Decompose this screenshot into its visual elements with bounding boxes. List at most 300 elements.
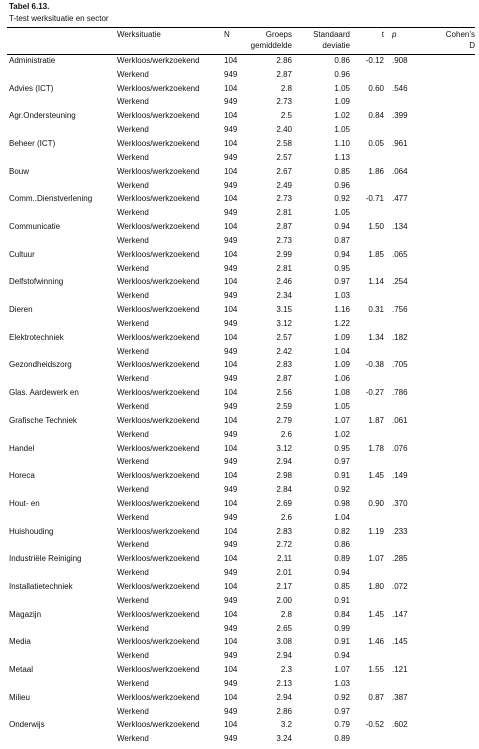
n-cell: 104 bbox=[224, 498, 238, 508]
p-cell: .387 bbox=[392, 692, 408, 702]
sd-cell: 0.91 bbox=[334, 471, 350, 481]
mean-cell: 2.87 bbox=[276, 374, 292, 384]
cohens-d-cell bbox=[430, 137, 475, 151]
mean-cell: 2.73 bbox=[276, 194, 292, 204]
table-row bbox=[7, 414, 475, 428]
sector-cell bbox=[7, 566, 117, 580]
n-cell: 104 bbox=[224, 305, 238, 315]
sd-cell: 1.09 bbox=[334, 332, 350, 342]
sector-cell bbox=[7, 234, 117, 248]
mean-cell: 2.8 bbox=[280, 83, 292, 93]
sector-cell: Handel bbox=[9, 443, 35, 453]
cohens-d-cell bbox=[430, 705, 475, 719]
n-cell: 104 bbox=[224, 609, 238, 619]
p-cell: .121 bbox=[392, 665, 408, 675]
p-cell: .233 bbox=[392, 526, 408, 536]
sector-cell: Cultuur bbox=[9, 249, 35, 259]
p-cell: .602 bbox=[392, 720, 408, 730]
sd-cell: 0.84 bbox=[334, 609, 350, 619]
table-row bbox=[7, 123, 475, 137]
cohens-d-cell bbox=[430, 192, 475, 206]
cohens-d-cell bbox=[430, 608, 475, 622]
werksituatie-cell: Werkloos/werkzoekend bbox=[117, 554, 200, 564]
werksituatie-cell: Werkloos/werkzoekend bbox=[117, 277, 200, 287]
t-cell bbox=[362, 594, 390, 608]
table-row bbox=[7, 732, 475, 746]
table-row bbox=[7, 539, 475, 553]
t-cell bbox=[362, 345, 390, 359]
cohens-d-cell bbox=[430, 525, 475, 539]
cohens-d-cell bbox=[430, 82, 475, 96]
table-row bbox=[7, 303, 475, 317]
sd-cell: 1.02 bbox=[334, 429, 350, 439]
sd-cell: 0.86 bbox=[334, 55, 350, 65]
mean-cell: 2.73 bbox=[276, 97, 292, 107]
cohens-d-cell bbox=[430, 649, 475, 663]
werksituatie-cell: Werkend bbox=[117, 69, 149, 79]
t-cell bbox=[362, 372, 390, 386]
n-cell: 949 bbox=[224, 263, 238, 273]
t-cell: 1.19 bbox=[368, 526, 384, 536]
werksituatie-cell: Werkend bbox=[117, 97, 149, 107]
mean-cell: 3.2 bbox=[280, 720, 292, 730]
n-cell: 949 bbox=[224, 595, 238, 605]
t-cell: 1.34 bbox=[368, 332, 384, 342]
mean-cell: 2.67 bbox=[276, 166, 292, 176]
p-cell bbox=[390, 455, 430, 469]
n-cell: 104 bbox=[224, 415, 238, 425]
sd-cell: 0.97 bbox=[334, 457, 350, 467]
werksituatie-cell: Werkloos/werkzoekend bbox=[117, 83, 200, 93]
mean-cell: 2.86 bbox=[276, 55, 292, 65]
sd-cell: 0.91 bbox=[334, 595, 350, 605]
werksituatie-cell: Werkloos/werkzoekend bbox=[117, 692, 200, 702]
p-cell: .147 bbox=[392, 609, 408, 619]
werksituatie-cell: Werkend bbox=[117, 402, 149, 412]
table-row bbox=[7, 483, 475, 497]
table-body bbox=[7, 54, 475, 746]
p-cell: .961 bbox=[392, 138, 408, 148]
table-row bbox=[7, 331, 475, 345]
mean-cell: 2.94 bbox=[276, 651, 292, 661]
p-cell bbox=[390, 566, 430, 580]
ttest-table bbox=[7, 31, 475, 746]
cohens-d-cell bbox=[430, 497, 475, 511]
table-row bbox=[7, 289, 475, 303]
table-row bbox=[7, 234, 475, 248]
werksituatie-cell: Werkend bbox=[117, 125, 149, 135]
werksituatie-cell: Werkend bbox=[117, 263, 149, 273]
sd-cell: 1.04 bbox=[334, 346, 350, 356]
t-cell bbox=[362, 649, 390, 663]
sector-cell: Beheer (ICT) bbox=[9, 138, 56, 148]
sector-cell: Grafische Techniek bbox=[9, 415, 77, 425]
werksituatie-cell: Werkloos/werkzoekend bbox=[117, 471, 200, 481]
mean-cell: 3.12 bbox=[276, 443, 292, 453]
cohens-d-cell bbox=[430, 248, 475, 262]
n-cell: 949 bbox=[224, 374, 238, 384]
mean-cell: 2.8 bbox=[280, 609, 292, 619]
sd-cell: 1.09 bbox=[334, 360, 350, 370]
t-cell: 1.45 bbox=[368, 609, 384, 619]
cohens-d-cell bbox=[430, 732, 475, 746]
n-cell: 949 bbox=[224, 429, 238, 439]
mean-cell: 2.83 bbox=[276, 526, 292, 536]
mean-cell: 2.57 bbox=[276, 152, 292, 162]
sd-cell: 0.92 bbox=[334, 485, 350, 495]
table-row bbox=[7, 317, 475, 331]
t-cell: 1.50 bbox=[368, 222, 384, 232]
t-cell bbox=[362, 289, 390, 303]
t-cell bbox=[362, 234, 390, 248]
p-cell bbox=[390, 96, 430, 110]
table-subtitle: T-test werksituatie en sector bbox=[9, 14, 109, 23]
p-cell bbox=[390, 511, 430, 525]
p-cell: .908 bbox=[392, 55, 408, 65]
t-cell bbox=[362, 68, 390, 82]
table-row bbox=[7, 719, 475, 733]
mean-cell: 2.99 bbox=[276, 249, 292, 259]
sd-cell: 0.95 bbox=[334, 443, 350, 453]
header-mean-line1: Groeps bbox=[265, 31, 292, 39]
werksituatie-cell: Werkend bbox=[117, 152, 149, 162]
p-cell: .285 bbox=[392, 554, 408, 564]
sector-cell bbox=[7, 151, 117, 165]
p-cell bbox=[390, 234, 430, 248]
table-row bbox=[7, 206, 475, 220]
mean-cell: 2.58 bbox=[276, 138, 292, 148]
cohens-d-cell bbox=[430, 635, 475, 649]
n-cell: 949 bbox=[224, 402, 238, 412]
t-cell bbox=[362, 400, 390, 414]
sd-cell: 1.16 bbox=[334, 305, 350, 315]
cohens-d-cell bbox=[430, 719, 475, 733]
p-cell: .399 bbox=[392, 111, 408, 121]
cohens-d-cell bbox=[430, 317, 475, 331]
p-cell: .064 bbox=[392, 166, 408, 176]
t-cell: 1.46 bbox=[368, 637, 384, 647]
table-row bbox=[7, 179, 475, 193]
t-cell bbox=[362, 123, 390, 137]
n-cell: 104 bbox=[224, 222, 238, 232]
n-cell: 104 bbox=[224, 360, 238, 370]
sector-cell bbox=[7, 179, 117, 193]
mean-cell: 2.81 bbox=[276, 263, 292, 273]
sd-cell: 1.03 bbox=[334, 291, 350, 301]
n-cell: 949 bbox=[224, 318, 238, 328]
sector-cell bbox=[7, 649, 117, 663]
sector-cell: Media bbox=[9, 637, 31, 647]
werksituatie-cell: Werkend bbox=[117, 512, 149, 522]
t-cell bbox=[362, 732, 390, 746]
sector-cell bbox=[7, 262, 117, 276]
werksituatie-cell: Werkloos/werkzoekend bbox=[117, 166, 200, 176]
table-row bbox=[7, 566, 475, 580]
cohens-d-cell bbox=[430, 331, 475, 345]
cohens-d-cell bbox=[430, 566, 475, 580]
table-row bbox=[7, 109, 475, 123]
mean-cell: 2.34 bbox=[276, 291, 292, 301]
cohens-d-cell bbox=[430, 483, 475, 497]
mean-cell: 2.98 bbox=[276, 471, 292, 481]
werksituatie-cell: Werkend bbox=[117, 208, 149, 218]
sd-cell: 1.02 bbox=[334, 111, 350, 121]
n-cell: 949 bbox=[224, 734, 238, 744]
sd-cell: 1.06 bbox=[334, 374, 350, 384]
sector-cell bbox=[7, 400, 117, 414]
werksituatie-cell: Werkend bbox=[117, 318, 149, 328]
table-row bbox=[7, 497, 475, 511]
n-cell: 104 bbox=[224, 443, 238, 453]
sector-cell bbox=[7, 68, 117, 82]
p-cell: .254 bbox=[392, 277, 408, 287]
t-cell: -0.71 bbox=[365, 194, 384, 204]
sector-cell: Magazijn bbox=[9, 609, 42, 619]
mean-cell: 3.12 bbox=[276, 318, 292, 328]
table-row bbox=[7, 677, 475, 691]
table-row bbox=[7, 442, 475, 456]
sd-cell: 0.94 bbox=[334, 651, 350, 661]
t-cell bbox=[362, 622, 390, 636]
mean-cell: 2.79 bbox=[276, 415, 292, 425]
table-row bbox=[7, 386, 475, 400]
cohens-d-cell bbox=[430, 372, 475, 386]
n-cell: 104 bbox=[224, 249, 238, 259]
n-cell: 104 bbox=[224, 138, 238, 148]
n-cell: 104 bbox=[224, 166, 238, 176]
werksituatie-cell: Werkend bbox=[117, 346, 149, 356]
table-row bbox=[7, 359, 475, 373]
sector-cell bbox=[7, 511, 117, 525]
sd-cell: 0.82 bbox=[334, 526, 350, 536]
p-cell bbox=[390, 483, 430, 497]
sd-cell: 1.13 bbox=[334, 152, 350, 162]
werksituatie-cell: Werkloos/werkzoekend bbox=[117, 222, 200, 232]
sd-cell: 0.91 bbox=[334, 637, 350, 647]
sd-cell: 0.97 bbox=[334, 277, 350, 287]
n-cell: 949 bbox=[224, 457, 238, 467]
n-cell: 949 bbox=[224, 706, 238, 716]
t-cell: -0.38 bbox=[365, 360, 384, 370]
sector-cell bbox=[7, 317, 117, 331]
sector-cell bbox=[7, 677, 117, 691]
p-cell: .370 bbox=[392, 498, 408, 508]
werksituatie-cell: Werkloos/werkzoekend bbox=[117, 720, 200, 730]
t-cell bbox=[362, 96, 390, 110]
sd-cell: 0.89 bbox=[334, 734, 350, 744]
werksituatie-cell: Werkend bbox=[117, 623, 149, 633]
sector-cell: Huishouding bbox=[9, 526, 54, 536]
werksituatie-cell: Werkend bbox=[117, 374, 149, 384]
t-cell: 1.85 bbox=[368, 249, 384, 259]
sector-cell: Delfstofwinning bbox=[9, 277, 64, 287]
p-cell bbox=[390, 206, 430, 220]
sector-cell bbox=[7, 123, 117, 137]
cohens-d-cell bbox=[430, 179, 475, 193]
sector-cell bbox=[7, 705, 117, 719]
werksituatie-cell: Werkend bbox=[117, 540, 149, 550]
sector-cell: Communicatie bbox=[9, 222, 61, 232]
cohens-d-cell bbox=[430, 594, 475, 608]
sd-cell: 1.22 bbox=[334, 318, 350, 328]
mean-cell: 2.94 bbox=[276, 692, 292, 702]
table-row bbox=[7, 455, 475, 469]
cohens-d-cell bbox=[430, 220, 475, 234]
table-row bbox=[7, 276, 475, 290]
table-row bbox=[7, 248, 475, 262]
table-row bbox=[7, 511, 475, 525]
n-cell: 949 bbox=[224, 97, 238, 107]
table-row bbox=[7, 525, 475, 539]
cohens-d-cell bbox=[430, 442, 475, 456]
sd-cell: 0.94 bbox=[334, 568, 350, 578]
mean-cell: 2.59 bbox=[276, 402, 292, 412]
header-p: p bbox=[392, 31, 397, 39]
t-cell: 1.78 bbox=[368, 443, 384, 453]
werksituatie-cell: Werkend bbox=[117, 291, 149, 301]
table-row bbox=[7, 372, 475, 386]
p-cell bbox=[390, 732, 430, 746]
sector-cell: Comm..Dienstverlening bbox=[9, 194, 93, 204]
p-cell bbox=[390, 649, 430, 663]
werksituatie-cell: Werkend bbox=[117, 429, 149, 439]
table-row bbox=[7, 345, 475, 359]
p-cell: .065 bbox=[392, 249, 408, 259]
t-cell bbox=[362, 566, 390, 580]
sd-cell: 0.98 bbox=[334, 498, 350, 508]
mean-cell: 2.94 bbox=[276, 457, 292, 467]
mean-cell: 2.49 bbox=[276, 180, 292, 190]
table-title: Tabel 6.13. bbox=[9, 2, 50, 11]
n-cell: 949 bbox=[224, 152, 238, 162]
table-row bbox=[7, 220, 475, 234]
sd-cell: 1.05 bbox=[334, 83, 350, 93]
sector-cell: Industriële Reiniging bbox=[9, 554, 82, 564]
table-row bbox=[7, 400, 475, 414]
header-mean-line2: gemiddelde bbox=[250, 42, 292, 50]
mean-cell: 2.84 bbox=[276, 485, 292, 495]
table-row bbox=[7, 635, 475, 649]
sd-cell: 1.03 bbox=[334, 678, 350, 688]
n-cell: 949 bbox=[224, 512, 238, 522]
sector-cell bbox=[7, 372, 117, 386]
t-cell: 1.07 bbox=[368, 554, 384, 564]
p-cell: .076 bbox=[392, 443, 408, 453]
mean-cell: 2.57 bbox=[276, 332, 292, 342]
werksituatie-cell: Werkloos/werkzoekend bbox=[117, 55, 200, 65]
n-cell: 949 bbox=[224, 540, 238, 550]
header-werksituatie: Werksituatie bbox=[117, 31, 161, 39]
mean-cell: 2.69 bbox=[276, 498, 292, 508]
mean-cell: 2.72 bbox=[276, 540, 292, 550]
sd-cell: 0.89 bbox=[334, 554, 350, 564]
mean-cell: 2.87 bbox=[276, 222, 292, 232]
table-row bbox=[7, 428, 475, 442]
t-cell: 0.84 bbox=[368, 111, 384, 121]
n-cell: 104 bbox=[224, 637, 238, 647]
t-cell bbox=[362, 317, 390, 331]
p-cell bbox=[390, 151, 430, 165]
cohens-d-cell bbox=[430, 691, 475, 705]
t-cell bbox=[362, 428, 390, 442]
mean-cell: 2.00 bbox=[276, 595, 292, 605]
werksituatie-cell: Werkloos/werkzoekend bbox=[117, 249, 200, 259]
sd-cell: 0.86 bbox=[334, 540, 350, 550]
cohens-d-cell bbox=[430, 96, 475, 110]
sector-cell: Dieren bbox=[9, 305, 33, 315]
mean-cell: 2.73 bbox=[276, 235, 292, 245]
werksituatie-cell: Werkloos/werkzoekend bbox=[117, 498, 200, 508]
cohens-d-cell bbox=[430, 54, 475, 68]
sd-cell: 1.05 bbox=[334, 402, 350, 412]
werksituatie-cell: Werkloos/werkzoekend bbox=[117, 665, 200, 675]
cohens-d-cell bbox=[430, 68, 475, 82]
cohens-d-cell bbox=[430, 109, 475, 123]
sector-cell bbox=[7, 539, 117, 553]
cohens-d-cell bbox=[430, 539, 475, 553]
werksituatie-cell: Werkloos/werkzoekend bbox=[117, 443, 200, 453]
table-row bbox=[7, 691, 475, 705]
cohens-d-cell bbox=[430, 234, 475, 248]
werksituatie-cell: Werkend bbox=[117, 706, 149, 716]
p-cell: .182 bbox=[392, 332, 408, 342]
table-row bbox=[7, 552, 475, 566]
p-cell: .134 bbox=[392, 222, 408, 232]
werksituatie-cell: Werkloos/werkzoekend bbox=[117, 332, 200, 342]
mean-cell: 2.40 bbox=[276, 125, 292, 135]
mean-cell: 2.56 bbox=[276, 388, 292, 398]
cohens-d-cell bbox=[430, 123, 475, 137]
mean-cell: 2.46 bbox=[276, 277, 292, 287]
n-cell: 104 bbox=[224, 55, 238, 65]
n-cell: 104 bbox=[224, 471, 238, 481]
table-row bbox=[7, 580, 475, 594]
table-row bbox=[7, 96, 475, 110]
table-row bbox=[7, 262, 475, 276]
n-cell: 949 bbox=[224, 568, 238, 578]
t-cell: 1.87 bbox=[368, 415, 384, 425]
table-row bbox=[7, 469, 475, 483]
n-cell: 104 bbox=[224, 277, 238, 287]
t-cell: 1.86 bbox=[368, 166, 384, 176]
cohens-d-cell bbox=[430, 414, 475, 428]
sd-cell: 1.09 bbox=[334, 97, 350, 107]
table-row bbox=[7, 649, 475, 663]
t-cell bbox=[362, 455, 390, 469]
werksituatie-cell: Werkend bbox=[117, 485, 149, 495]
cohens-d-cell bbox=[430, 677, 475, 691]
sd-cell: 0.95 bbox=[334, 263, 350, 273]
p-cell bbox=[390, 677, 430, 691]
n-cell: 949 bbox=[224, 485, 238, 495]
n-cell: 949 bbox=[224, 125, 238, 135]
t-cell: -0.52 bbox=[365, 720, 384, 730]
n-cell: 104 bbox=[224, 83, 238, 93]
werksituatie-cell: Werkloos/werkzoekend bbox=[117, 415, 200, 425]
t-cell bbox=[362, 151, 390, 165]
p-cell: .061 bbox=[392, 415, 408, 425]
p-cell: .145 bbox=[392, 637, 408, 647]
n-cell: 949 bbox=[224, 651, 238, 661]
header-t: t bbox=[381, 31, 384, 39]
table-row bbox=[7, 594, 475, 608]
mean-cell: 2.81 bbox=[276, 208, 292, 218]
sector-cell: Bouw bbox=[9, 166, 30, 176]
sd-cell: 0.85 bbox=[334, 166, 350, 176]
t-cell: 0.05 bbox=[368, 138, 384, 148]
t-cell: 1.14 bbox=[368, 277, 384, 287]
cohens-d-cell bbox=[430, 359, 475, 373]
